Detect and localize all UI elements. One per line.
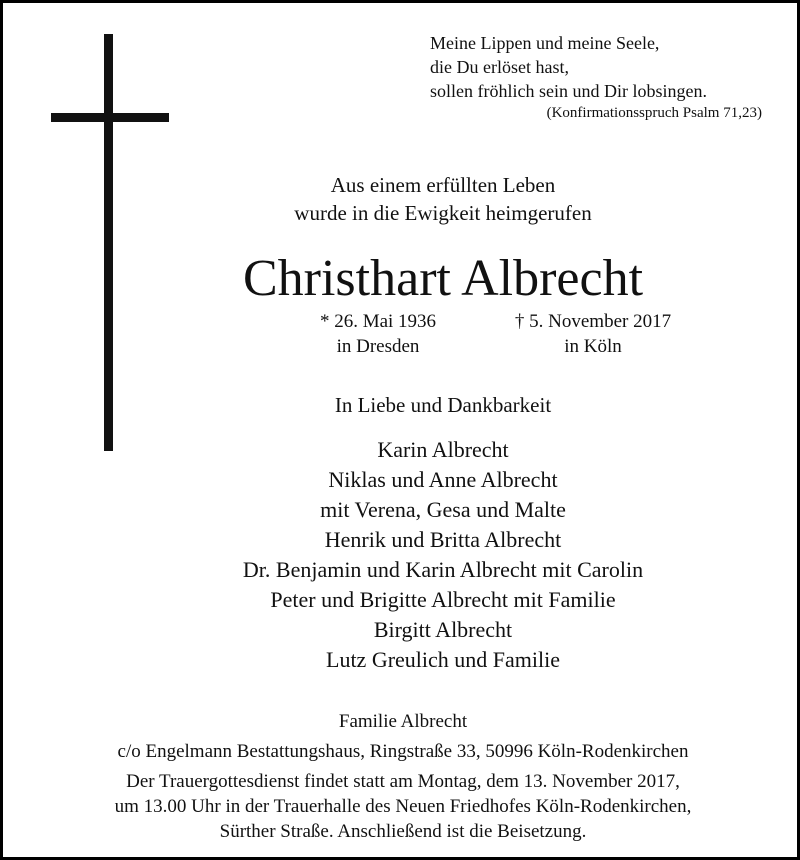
mourner-entry: Dr. Benjamin und Karin Albrecht mit Carolin (242, 557, 644, 582)
cross-icon-vertical-bar (104, 34, 113, 451)
mourner-entry: mit Verena, Gesa und Malte (320, 497, 566, 522)
verse-line: die Du erlöset hast, (430, 57, 569, 77)
thanks-line: In Liebe und Dankbarkeit (334, 393, 552, 417)
mourner-entry: Birgitt Albrecht (373, 617, 513, 642)
birth-date: * 26. Mai 1936 (319, 311, 437, 332)
service-line: um 13.00 Uhr in der Trauerhalle des Neuen Friedhofes Köln-Rodenkirchen, (114, 796, 692, 817)
mourner-entry: Karin Albrecht (377, 437, 509, 462)
cross-icon-horizontal-bar (51, 113, 169, 122)
service-line: Sürther Straße. Anschließend ist die Beisetzung. (219, 821, 587, 842)
verse-reference: (Konfirmationsspruch Psalm 71,23) (546, 105, 762, 121)
service-line: Der Trauergottesdienst findet statt am Montag, dem 13. November 2017, (126, 771, 680, 792)
service-info (3, 769, 800, 844)
mourner-entry: Peter und Brigitte Albrecht mit Familie (270, 587, 616, 612)
birth-place: in Dresden (336, 336, 420, 357)
intro-line: Aus einem erfüllten Leben (330, 173, 556, 197)
death-date: † 5. November 2017 (514, 311, 672, 332)
mourners-list (3, 435, 800, 675)
bible-verse (430, 31, 762, 123)
mourner-entry: Niklas und Anne Albrecht (328, 467, 558, 492)
funeral-home-address: c/o Engelmann Bestattungshaus, Ringstraße 33, 50996 Köln-Rodenkirchen (117, 741, 689, 762)
verse-line: Meine Lippen und meine Seele, (430, 33, 660, 53)
intro-line: wurde in die Ewigkeit heimgerufen (294, 201, 592, 225)
contact-address (3, 707, 800, 767)
family-name: Familie Albrecht (338, 711, 468, 732)
mourner-entry: Lutz Greulich und Familie (326, 647, 560, 672)
birth-info (308, 309, 448, 359)
death-place: in Köln (564, 336, 622, 357)
mourner-entry: Henrik und Britta Albrecht (324, 527, 562, 552)
death-info (493, 309, 693, 359)
verse-line: sollen fröhlich sein und Dir lobsingen. (430, 81, 707, 101)
deceased-name: Christhart Albrecht (242, 250, 644, 307)
intro-text (3, 171, 800, 227)
